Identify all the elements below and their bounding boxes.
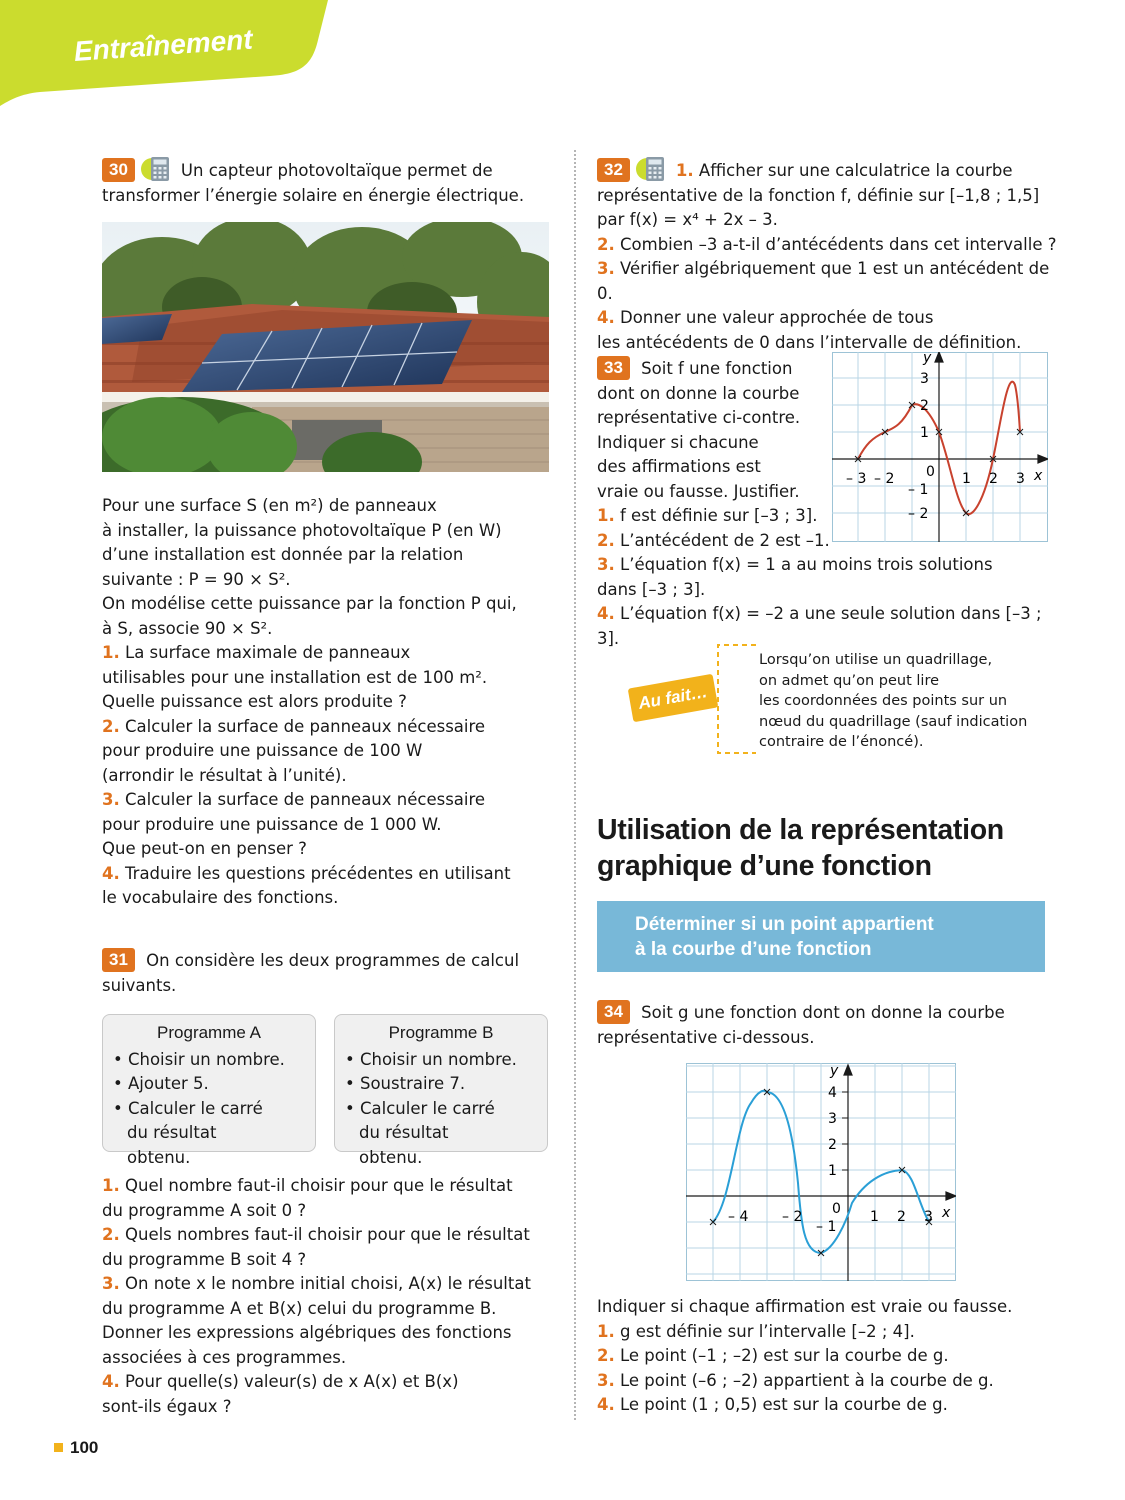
exercise-33 — [597, 356, 837, 504]
question-text: Calculer la surface de panneaux nécessaire — [125, 790, 486, 809]
section-banner — [0, 0, 340, 108]
aufait-text — [759, 650, 1059, 753]
question-number: 2. — [102, 716, 120, 736]
solar-panel-photo — [102, 222, 549, 472]
question-number: 3. — [597, 259, 615, 278]
exercise-intro: Un capteur photovoltaïque permet de transformer l’énergie solaire en énergie électrique. — [102, 161, 525, 205]
method-box — [597, 901, 1045, 972]
question-number: 2. — [102, 1225, 120, 1244]
aufait-badge: Au fait… — [628, 674, 719, 722]
program-b-box — [334, 1014, 548, 1167]
text-line: nœud du quadrillage (sauf indication — [759, 713, 1028, 730]
method-title-line: Déterminer si un point appartient — [635, 914, 934, 935]
x-tick-label: 2 — [897, 1209, 906, 1225]
section-title-line: Utilisation de la représentation — [597, 814, 1004, 846]
graph-g — [686, 1063, 956, 1285]
question-text: g est définie sur l’intervalle [–2 ; 4]. — [620, 1321, 915, 1341]
exercise-number: 31 — [102, 948, 135, 972]
text-line: représentative ci-dessous. — [597, 1027, 815, 1047]
x-tick-label: – 4 — [728, 1209, 749, 1225]
x-tick-label: – 2 — [874, 471, 895, 487]
exercise-34 — [597, 1000, 1067, 1050]
text-line: On modélise cette puissance par la fonction P qui, — [102, 594, 517, 613]
x-axis-label: x — [1034, 468, 1043, 484]
question-text: pour produire une puissance de 1 000 W. — [102, 814, 442, 834]
text-line: contraire de l’énoncé). — [759, 734, 924, 750]
y-tick-label: 1 — [828, 1163, 837, 1179]
question-text: La surface maximale de panneaux — [125, 643, 411, 662]
y-tick-label: 2 — [828, 1137, 837, 1153]
aufait-bracket — [716, 644, 758, 754]
question-number: 4. — [102, 1372, 120, 1391]
exercise-32 — [597, 156, 1067, 355]
exercise-number: 34 — [597, 1000, 630, 1024]
program-step: • Soustraire 7. — [345, 1072, 547, 1097]
text-line: on admet qu’on peut lire — [759, 672, 940, 689]
question-text: f est définie sur [–3 ; 3]. — [620, 506, 818, 525]
y-tick-label: – 2 — [908, 506, 929, 522]
question-text: Calculer la surface de panneaux nécessaire — [125, 716, 486, 736]
graph-f — [832, 352, 1048, 546]
question-text: L’antécédent de 2 est –1. — [620, 530, 830, 550]
x-tick-label: 1 — [870, 1209, 879, 1225]
y-tick-label: 1 — [920, 425, 929, 441]
question-text: L’équation f(x) = –2 a une seule solution dans [–3 ; 3]. — [597, 604, 1042, 648]
y-axis-label: y — [923, 352, 932, 366]
question-text: Quels nombres faut-il choisir pour que le résultat — [125, 1225, 530, 1244]
question-text: Pour quelle(s) valeur(s) de x A(x) et B(x) — [125, 1372, 459, 1391]
question-text: utilisables pour une installation est de 100 m². — [102, 667, 488, 687]
x-tick-label: 2 — [989, 471, 998, 487]
program-step: • Ajouter 5. — [113, 1072, 315, 1097]
question-number: 1. — [102, 643, 120, 662]
question-number: 3. — [597, 1370, 615, 1390]
question-text: le vocabulaire des fonctions. — [102, 888, 339, 907]
exercise-number: 30 — [102, 158, 135, 182]
question-number: 3. — [102, 1274, 120, 1293]
question-text: dans [–3 ; 3]. — [597, 579, 706, 599]
program-step: • Choisir un nombre. — [113, 1048, 315, 1073]
question-text: Afficher sur une calculatrice la courbe — [698, 161, 1013, 180]
text-line: Indiquer si chaque affirmation est vraie ou fausse. — [597, 1297, 1013, 1316]
question-number: 1. — [597, 1321, 615, 1341]
question-text: Vérifier algébriquement que 1 est un antécédent de 0. — [597, 259, 1050, 303]
question-text: du programme A soit 0 ? — [102, 1200, 307, 1220]
program-step: • Calculer le carré du résultat obtenu. — [345, 1097, 547, 1171]
question-number: 1. — [597, 506, 615, 525]
y-tick-label: – 1 — [908, 482, 929, 498]
program-a-box — [102, 1014, 316, 1167]
exercise-30-body — [102, 494, 552, 911]
question-text: Le point (1 ; 0,5) est sur la courbe de g. — [620, 1395, 948, 1414]
question-text: Le point (–6 ; –2) appartient à la courbe de g. — [620, 1370, 994, 1390]
exercise-30 — [102, 156, 552, 208]
x-tick-label: 3 — [1016, 471, 1025, 487]
question-text: les antécédents de 0 dans l’intervalle de définition. — [597, 332, 1022, 352]
question-text: pour produire une puissance de 100 W — [102, 741, 423, 760]
x-tick-label: – 2 — [782, 1209, 803, 1225]
question-number: 3. — [102, 790, 120, 809]
question-text: par f(x) = x⁴ + 2x – 3. — [597, 210, 778, 229]
question-text: (arrondir le résultat à l’unité). — [102, 765, 347, 785]
y-tick-label: 4 — [828, 1085, 837, 1101]
question-number: 1. — [675, 161, 694, 180]
x-tick-label: – 3 — [846, 471, 867, 487]
page-number: 100 — [54, 1438, 98, 1458]
question-text: Le point (–1 ; –2) est sur la courbe de g. — [620, 1346, 949, 1365]
origin-label: 0 — [926, 464, 935, 480]
question-text: Quel nombre faut-il choisir pour que le résultat — [125, 1176, 513, 1195]
text-line: Pour une surface S (en m²) de panneaux — [102, 496, 437, 515]
y-tick-label: 3 — [920, 371, 929, 387]
text-line: les coordonnées des points sur un — [759, 693, 1008, 709]
column-divider — [574, 150, 576, 1420]
program-step: • Choisir un nombre. — [345, 1048, 547, 1073]
text-line: dont on donne la courbe — [597, 383, 800, 403]
exercise-31-questions — [102, 1174, 552, 1419]
question-number: 3. — [597, 555, 615, 574]
text-line: à installer, la puissance photovoltaïque P (en W) — [102, 520, 502, 540]
question-text: associées à ces programmes. — [102, 1347, 347, 1367]
exercise-intro: On considère les deux programmes de calcul suivants. — [102, 951, 520, 995]
question-number: 4. — [597, 604, 615, 623]
question-number: 2. — [597, 234, 615, 254]
exercise-number: 33 — [597, 356, 630, 380]
text-line: des affirmations est — [597, 457, 761, 476]
question-text: On note x le nombre initial choisi, A(x) le résultat — [125, 1274, 531, 1293]
text-line: à S, associe 90 × S². — [102, 618, 273, 638]
question-text: sont-ils égaux ? — [102, 1396, 232, 1416]
question-text: Donner une valeur approchée de tous — [620, 308, 934, 327]
question-number: 2. — [597, 1346, 615, 1365]
text-line: d’une installation est donnée par la relation — [102, 545, 464, 564]
text-line: Indiquer si chacune — [597, 432, 759, 452]
question-text: L’équation f(x) = 1 a au moins trois solutions — [620, 555, 993, 574]
origin-label: 0 — [832, 1201, 841, 1217]
program-step: • Calculer le carré du résultat obtenu. — [113, 1097, 315, 1171]
exercise-number: 32 — [597, 158, 630, 182]
text-line: suivante : P = 90 × S². — [102, 569, 291, 589]
question-number: 4. — [102, 863, 120, 883]
exercise-34-questions — [597, 1295, 1067, 1418]
question-text: Combien –3 a-t-il d’antécédents dans cet intervalle ? — [620, 234, 1057, 254]
x-tick-label: 3 — [924, 1209, 933, 1225]
x-tick-label: 1 — [962, 471, 971, 487]
question-number: 1. — [102, 1176, 120, 1195]
question-text: Que peut-on en penser ? — [102, 839, 307, 858]
question-text: du programme A et B(x) celui du programme B. — [102, 1298, 497, 1318]
y-tick-label: – 1 — [816, 1219, 837, 1235]
question-number: 4. — [597, 308, 615, 327]
y-tick-label: 3 — [828, 1111, 837, 1127]
exercise-31 — [102, 948, 552, 998]
x-axis-label: x — [942, 1205, 951, 1221]
question-number: 2. — [597, 530, 615, 550]
exercise-intro: Soit g une fonction dont on donne la courbe — [641, 1003, 1005, 1022]
question-text: du programme B soit 4 ? — [102, 1249, 307, 1269]
section-title-line: graphique d’une fonction — [597, 850, 932, 882]
question-number: 4. — [597, 1395, 615, 1414]
question-text: Traduire les questions précédentes en utilisant — [125, 863, 511, 883]
text-line: représentative ci-contre. — [597, 408, 801, 427]
question-text: Donner les expressions algébriques des fonctions — [102, 1323, 512, 1342]
question-text: représentative de la fonction f, définie sur [–1,8 ; 1,5] — [597, 185, 1040, 205]
banner-title: Entraînement — [72, 23, 254, 67]
exercise-intro: Soit f une fonction — [641, 359, 793, 378]
text-line: vraie ou fausse. Justifier. — [597, 481, 800, 501]
y-tick-label: 2 — [920, 398, 929, 414]
question-text: Quelle puissance est alors produite ? — [102, 692, 407, 711]
calculator-icon — [636, 156, 666, 182]
calculator-icon — [141, 156, 171, 182]
text-line: Lorsqu’on utilise un quadrillage, — [759, 652, 993, 668]
method-title-line: à la courbe d’une fonction — [635, 939, 872, 960]
y-axis-label: y — [830, 1063, 839, 1079]
section-title — [597, 812, 1004, 884]
program-a-title: Programme A — [157, 1023, 261, 1042]
program-b-title: Programme B — [388, 1023, 494, 1042]
